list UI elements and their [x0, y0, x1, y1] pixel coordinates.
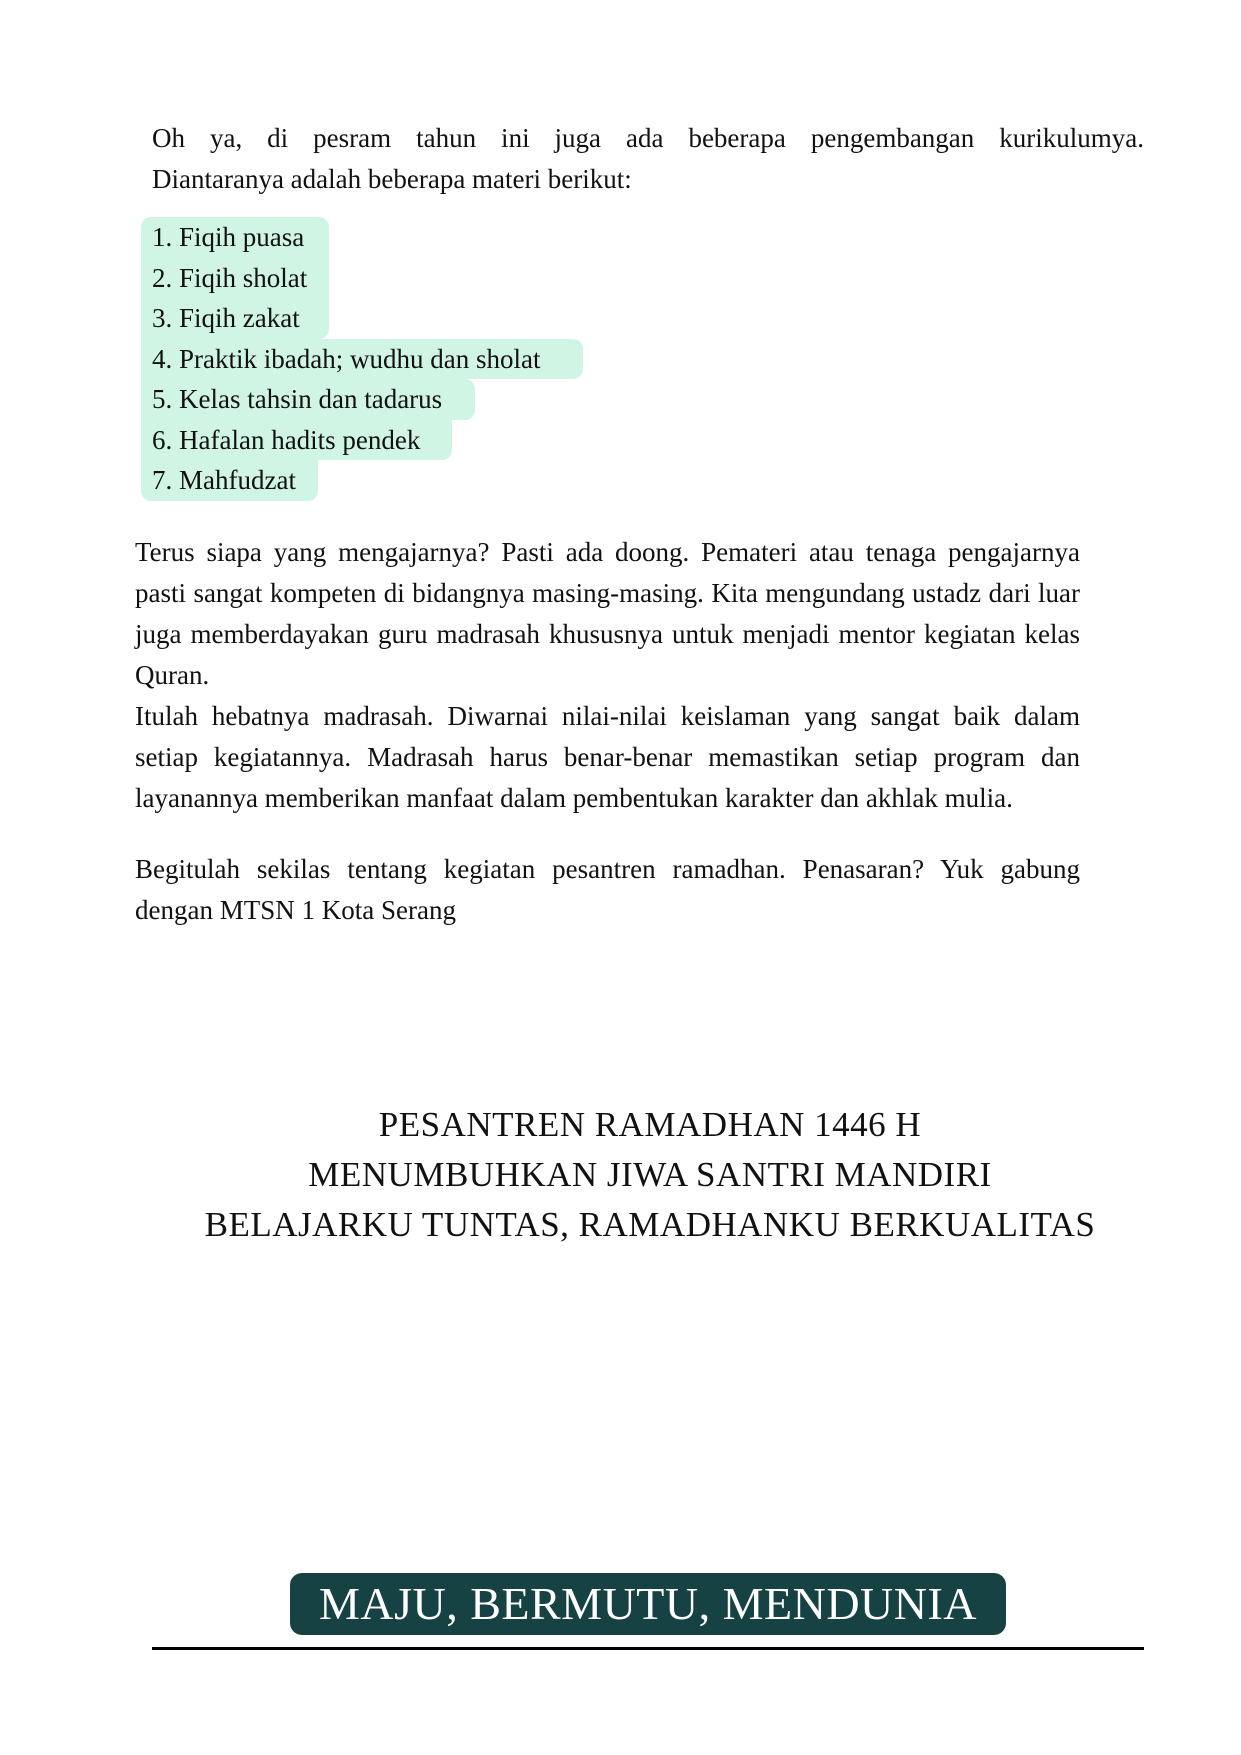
- footer-divider: [152, 1647, 1144, 1650]
- motto-banner: [290, 1573, 1006, 1635]
- paragraph-closing: Begitulah sekilas tentang kegiatan pesantren ramadhan. Penasaran? Yuk gabung dengan MTSN 1 Kota Serang: [135, 854, 1080, 925]
- list-item: 7. Mahfudzat: [141, 460, 318, 501]
- title-block: [0, 1100, 1241, 1250]
- list-item: 3. Fiqih zakat: [141, 298, 329, 339]
- list-item: 4. Praktik ibadah; wudhu dan sholat: [141, 339, 583, 380]
- heading-tagline: BELAJARKU TUNTAS, RAMADHANKU BERKUALITAS: [204, 1205, 1096, 1244]
- paragraph-teachers: Terus siapa yang mengajarnya? Pasti ada doong. Pemateri atau tenaga pengajarnya pasti sangat kompeten di bidangnya masing-masing. Kita mengundang ustadz dari luar juga memberdayakan guru madrasah khususnya untuk menjadi mentor kegiatan kelas Quran.: [135, 537, 1080, 690]
- list-item: 6. Hafalan hadits pendek: [141, 420, 452, 461]
- intro-line-1: Oh ya, di pesram tahun ini juga ada beberapa pengembangan kurikulumya.: [152, 123, 1144, 153]
- heading-event-title: PESANTREN RAMADHAN 1446 H: [378, 1105, 922, 1144]
- list-item: 5. Kelas tahsin dan tadarus: [141, 379, 475, 420]
- heading-theme: MENUMBUHKAN JIWA SANTRI MANDIRI: [308, 1155, 992, 1194]
- curriculum-list: [141, 217, 583, 501]
- motto-text: MAJU, BERMUTU, MENDUNIA: [318, 1578, 978, 1629]
- body-text: [135, 532, 1080, 931]
- intro-paragraph: [152, 118, 1144, 200]
- intro-line-2: Diantaranya adalah beberapa materi berikut:: [152, 164, 632, 194]
- list-item: 1. Fiqih puasa: [141, 217, 329, 258]
- paragraph-madrasah: Itulah hebatnya madrasah. Diwarnai nilai-nilai keislaman yang sangat baik dalam setiap kegiatannya. Madrasah harus benar-benar memastikan setiap program dan layanannya memberikan manfaat dalam pembentukan karakter dan akhlak mulia.: [135, 701, 1080, 813]
- list-item: 2. Fiqih sholat: [141, 258, 329, 299]
